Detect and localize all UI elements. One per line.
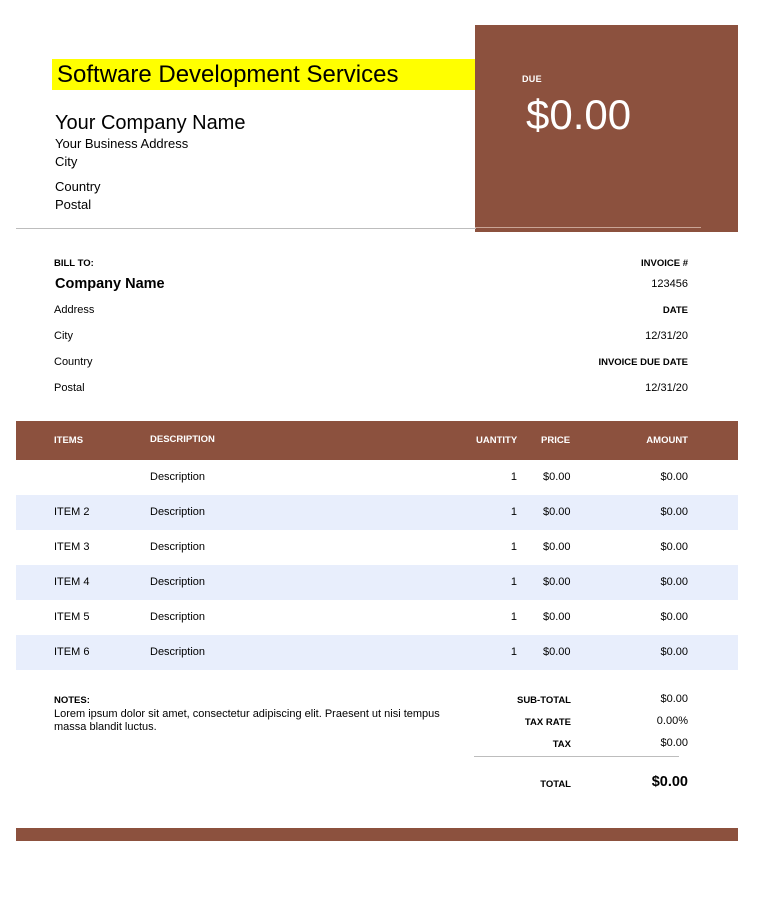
tax-rate-value: 0.00% [656,715,688,727]
bill-to-postal: Postal [54,382,85,394]
column-header-amount: AMOUNT [646,435,688,446]
row-price: $0.00 [543,611,571,623]
row-price: $0.00 [543,541,571,553]
table-row [16,495,738,530]
total-value: $0.00 [651,774,688,790]
row-quantity: 1 [510,506,517,518]
invoice-due-date: 12/31/20 [645,382,688,394]
row-description: Description [150,646,206,658]
row-amount: $0.00 [660,541,688,553]
bill-to-address: Address [54,304,95,316]
company-name: Your Company Name [55,112,246,134]
company-city: City [55,154,78,169]
bill-to-label: BILL TO: [54,258,94,269]
invoice-date-label: DATE [662,305,688,316]
tax-value: $0.00 [660,737,688,749]
row-price: $0.00 [543,506,571,518]
row-item: ITEM 3 [54,541,90,553]
row-description: Description [150,611,206,623]
tax-label: TAX [552,739,571,750]
notes-label: NOTES: [54,695,90,706]
row-price: $0.00 [543,646,571,658]
table-row [16,565,738,600]
row-description: Description [150,576,206,588]
column-header-price: PRICE [541,435,571,446]
table-row [16,600,738,635]
summary-divider [474,756,679,757]
invoice-due-date-label: INVOICE DUE DATE [598,357,688,368]
table-row [16,530,738,565]
invoice-number: 123456 [651,278,688,290]
company-postal: Postal [55,197,92,212]
due-divider [475,227,701,228]
subtotal-label: SUB-TOTAL [516,695,571,706]
row-quantity: 1 [510,646,517,658]
bill-to-city: City [54,330,73,342]
company-country: Country [55,179,101,194]
row-description: Description [150,541,206,553]
column-header-quantity: UANTITY [476,435,518,446]
row-amount: $0.00 [660,576,688,588]
row-item: ITEM 2 [54,506,90,518]
row-quantity: 1 [510,541,517,553]
bill-to-company: Company Name [55,276,165,292]
notes-text: Lorem ipsum dolor sit amet, consectetur adipiscing elit. Praesent ut nisi tempus massa blandit luctus. [54,708,440,733]
footer-bar [16,828,738,841]
column-header-items: ITEMS [54,435,84,446]
row-item: ITEM 6 [54,646,90,658]
row-price: $0.00 [543,576,571,588]
row-description: Description [150,506,206,518]
row-amount: $0.00 [660,471,688,483]
table-row [16,460,738,495]
row-price: $0.00 [543,471,571,483]
tax-rate-label: TAX RATE [524,717,571,728]
invoice-date: 12/31/20 [645,330,688,342]
invoice-number-label: INVOICE # [641,258,688,269]
header-divider [16,228,476,229]
subtotal-value: $0.00 [660,693,688,705]
due-amount: $0.00 [526,91,632,138]
document-title: Software Development Services [57,61,399,88]
row-amount: $0.00 [660,646,688,658]
row-item: ITEM 4 [54,576,90,588]
row-item: ITEM 5 [54,611,90,623]
row-description: Description [150,471,206,483]
total-label: TOTAL [540,779,571,790]
due-label: DUE [522,74,542,84]
items-table-header [16,421,738,460]
row-amount: $0.00 [660,611,688,623]
row-quantity: 1 [510,576,517,588]
business-address: Your Business Address [55,136,189,151]
row-quantity: 1 [510,471,517,483]
row-amount: $0.00 [660,506,688,518]
column-header-description: DESCRIPTION [150,434,215,445]
row-quantity: 1 [510,611,517,623]
bill-to-country: Country [54,356,93,368]
table-row [16,635,738,670]
